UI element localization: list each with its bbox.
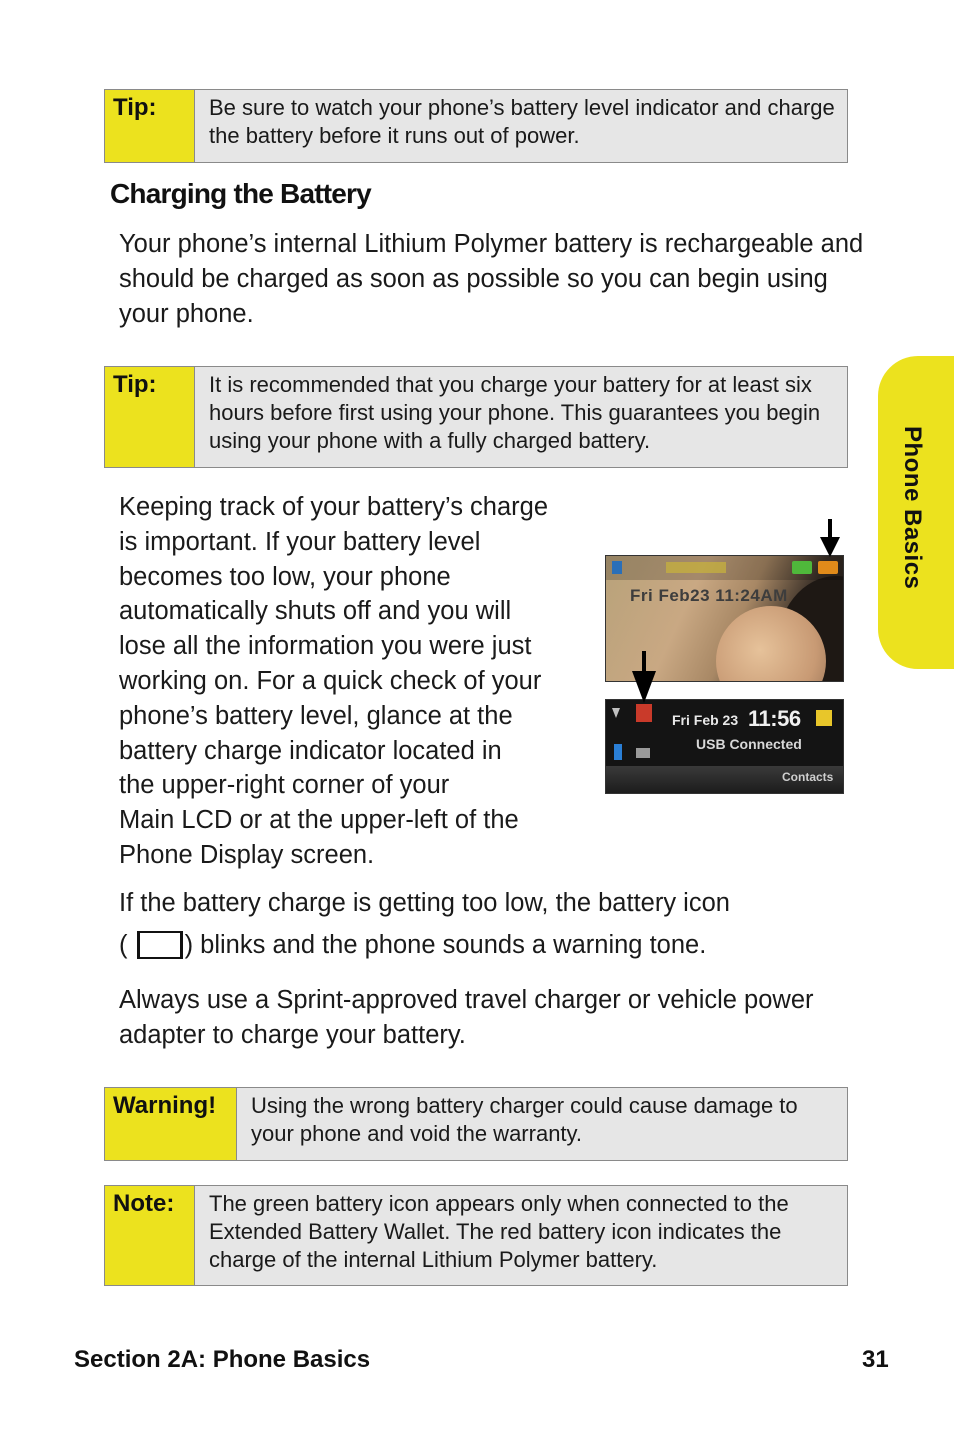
paragraph-line: is important. If your battery level — [119, 527, 481, 556]
paragraph-line: Keeping track of your battery’s charge — [119, 493, 549, 521]
page-number: 31 — [862, 1346, 889, 1373]
footer-section-title: Section 2A: Phone Basics — [74, 1346, 371, 1373]
usb-status: USB Connected — [696, 736, 802, 752]
pointer-arrows — [600, 515, 850, 705]
phone-display-screenshot — [605, 699, 844, 794]
sub-lcd-date: Fri Feb 23 — [672, 712, 739, 728]
paragraph-line: lose all the information you were just — [119, 632, 532, 661]
section-heading: Charging the Battery — [110, 178, 371, 209]
battery-tracking-paragraph — [119, 490, 589, 873]
battery-icon — [636, 704, 652, 722]
paragraph-line: automatically shuts off and you will — [119, 597, 512, 626]
sub-lcd-icons — [606, 700, 666, 766]
paragraph-line: phone’s battery level, glance at the — [119, 701, 513, 730]
main-lcd-datetime: Fri Feb23 11:24AM — [630, 586, 788, 605]
tip-label: Tip: — [105, 367, 195, 467]
signal-icon — [612, 708, 620, 718]
paragraph-line: Main LCD or at the upper-left of the — [119, 806, 519, 835]
paragraph-line: becomes too low, your phone — [119, 562, 451, 591]
tip-callout-1 — [104, 89, 848, 163]
tip-label: Tip: — [105, 90, 195, 162]
warning-label: Warning! — [105, 1088, 237, 1160]
intro-paragraph: Your phone’s internal Lithium Polymer battery is rechargeable and should be charged as soon as possible so you can begin using your phone. — [119, 230, 864, 328]
low-battery-line-1: If the battery charge is getting too low, the battery icon — [119, 889, 730, 917]
tip-text: It is recommended that you charge your battery for at least six hours before first using your phone. This guarantees you begin using your phone with a fully charged battery. — [209, 372, 821, 453]
paren-open: ( — [119, 931, 128, 959]
side-tab-label: Phone Basics — [899, 426, 926, 590]
arrow-down-icon — [632, 651, 656, 703]
note-callout — [104, 1185, 848, 1286]
tip-callout-2 — [104, 366, 848, 468]
message-icon — [636, 748, 650, 758]
paragraph-line: working on. For a quick check of your — [119, 666, 542, 695]
warning-callout — [104, 1087, 848, 1161]
bluetooth-icon — [614, 744, 622, 760]
arrow-down-icon — [820, 519, 840, 557]
paragraph-line: battery charge indicator located in — [119, 736, 502, 765]
note-text: The green battery icon appears only when connected to the Extended Battery Wallet. The red battery icon indicates the charge of the internal Lithium Polymer battery. — [209, 1191, 789, 1272]
alarm-icon — [816, 710, 832, 726]
low-battery-line-2-rest: ) blinks and the phone sounds a warning tone. — [184, 931, 707, 959]
low-battery-line-2 — [119, 928, 879, 963]
warning-text: Using the wrong battery charger could cause damage to your phone and void the warranty. — [251, 1093, 798, 1146]
contacts-softkey: Contacts — [782, 770, 834, 784]
paragraph-line: Phone Display screen. — [119, 840, 375, 869]
charger-paragraph: Always use a Sprint-approved travel charger or vehicle power adapter to charge your battery. — [119, 986, 814, 1049]
empty-battery-icon — [137, 931, 183, 959]
tip-text: Be sure to watch your phone’s battery level indicator and charge the battery before it runs out of power. — [209, 95, 835, 148]
paragraph-line: the upper-right corner of your — [119, 771, 450, 800]
note-label: Note: — [105, 1186, 195, 1285]
side-tab — [878, 356, 954, 669]
sub-lcd-time: 11:56 — [748, 706, 801, 731]
